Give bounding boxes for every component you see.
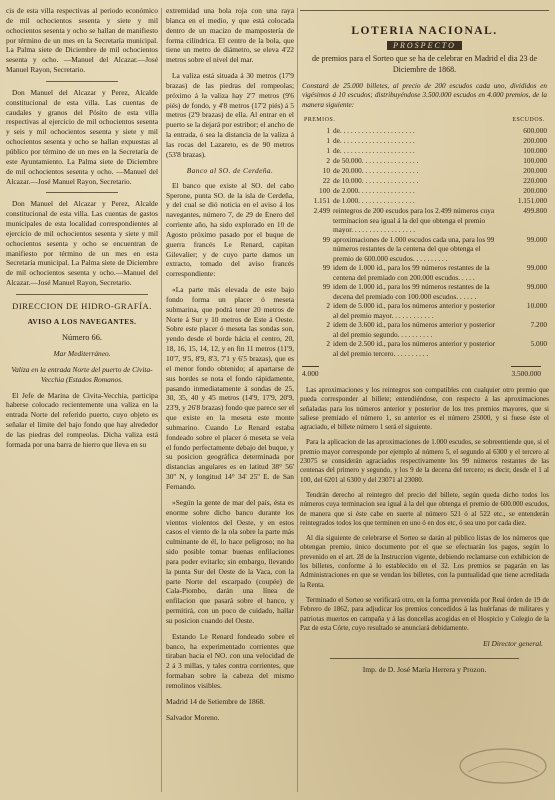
stamp-seal-icon xyxy=(458,746,548,786)
notice-fragment: cis de esta villa respectivas al periodo económico de mil ochocientos sesenta y siete y mil ochocientos sesenta y ocho se hallan de manifiesto por término de un mes en la Secretaría municipal. La Palma siete de Diciembre de mil ochocientos sesenta y ocho. —Manuel del Alcazar.—José Manuel Rayon, Secretario. xyxy=(6,6,158,75)
prize-value: 100.000 xyxy=(523,145,547,155)
prize-count: 2 xyxy=(326,155,330,165)
prize-count: 2 xyxy=(326,320,330,330)
prize-value: 220.000 xyxy=(523,176,547,186)
prize-description: de 50.000. . . . . . . . . . . . . . . . xyxy=(333,155,419,165)
notice-pósito-accounts: Don Manuel del Alcazar y Perez, Alcalde constitucional de esta villa. Las cuentas de caudales y granos del Pósito de esta villa respectivas al ejercicio de mil ochocientos sesenta y seis y mil ochocientos sesenta y siete y mil ochocientos sesenta y ocho se hallan expuestas al público por término de un mes en la Secretaría de este Ayuntamiento. La Palma siete de Diciembre de mil ochocientos sesenta y ocho. —Manuel del Alcazar.—José Manuel Rayon, Secretario. xyxy=(6,87,158,186)
prize-row xyxy=(302,126,547,136)
prize-row xyxy=(302,166,547,176)
prize-description: de. . . . . . . . . . . . . . . . . . . . . xyxy=(333,125,415,135)
prize-row xyxy=(302,301,547,320)
lottery-title: LOTERIA NACIONAL. xyxy=(351,25,498,37)
prize-count: 22 xyxy=(322,176,330,186)
prize-count: 1 xyxy=(326,125,330,135)
prize-description: de. . . . . . . . . . . . . . . . . . . . . xyxy=(333,145,415,155)
prize-value: 99.000 xyxy=(526,234,547,244)
navigators-notice-heading: AVISO A LOS NAVEGANTES. xyxy=(27,316,137,326)
bank-intro: El banco que existe al SO. del cabo Sperone, punta SO. de la isla de Cerdeña, y del cual se dió noticia en el aviso á los navegantes, número 7, de 29 de Enero del corriente año, ha sido explorado en 10 de Agosto próximo pasado por el buque de guerra francés Le Renard, capitan Gilevalier; y de cuyo parte damos un extracto, tomado del aviso francés correspondiente: xyxy=(166,180,294,279)
director-signature: El Director general. xyxy=(483,639,543,649)
bank-soundings: «La parte más elevada de este bajo fondo forma un placer ó meseta submarina, que podrá tener 20 metros de Norte á Sur y 10 metros de Este á Oeste. Sobre este placer ó meseta las sondas son, yendo desde el borde hácia el centro, 20, 18, 16, 15, 14, 12, y en fin 11 metros (11'9, 10'7, 9'5, 8'9, 8'3, 7'1 y 6'5 brazas), que es el menor fondo obtenido; al apartarse de sus bordes se nota el fondo rápidamente, pasando inmediatamente á sondas de 25, 30, 35, 40 y 45 metros (14'9, 17'9, 20'9, 23'9, y 26'8 brazas) fondo que parece ser el que existe en la meseta este monte submarino. Cuando Le Renard estaba fondeado sobre el placer ó meseta se veía el fondo perfectamente debajo del buque, y su posicion geográfica determinada por distancias angulares es en latitud 38° 56' 30'' N, y longitud 14° 34' 25'' E. de San Fernando. xyxy=(166,285,294,491)
lottery-rule-orphans: Terminado el Sorteo se verificará otro, en la forma prevenida por Real órden de 19 de Febrero de 1862, para adjudicar los premios concedidos á las huérfanas de militares y patriotas muertos en campaña y á las doncellas acogidas en el Hospicio y Colegio de la Paz de esta Córte, cuyo resultado se anunciará debidamente. xyxy=(300,595,549,632)
prize-row xyxy=(302,186,547,196)
lottery-rule-compat: Las aproximaciones y los reintegros son compatibles con cualquier otro premio que pueda corresponder al billete; entendiéndose, con respecto á las aproximaciones señaladas para los números anterior y posterior de los tres premios mayores, que si saliese premiado el número 1, su anterior es el número 25000, y si fuese éste el agraciado, el billete número 1 será el siguiente. xyxy=(300,386,549,432)
prize-value: 100.000 xyxy=(523,155,547,165)
lottery-rule-payment: Al dia siguiente de celebrarse el Sorteo se darán al público listas de los números que obtengan premio, único documento por el que se efectuarán los pagos, según lo prevenido en el art. 28 de la Instruccion vigente, debiendo reclamarse con exhibicion de los billetes, conforme á lo establecido en el 32. Los premios se pagarán en las Administraciones en que se vendan los billetes, con la puntualidad que tiene acreditada la Renta. xyxy=(300,534,549,589)
prize-description: idem de 3.600 id., para los números anterior y posterior al del premio segundo. . . . . . . . . . xyxy=(333,320,496,339)
divider xyxy=(46,192,118,193)
prize-row xyxy=(302,282,547,301)
column-rule-right xyxy=(297,8,298,792)
prize-value: 200.000 xyxy=(523,135,547,145)
buoy-subheading: Valiza en la entrada Norte del puerto de Civita-Vecchia (Estados Romanos. xyxy=(11,364,153,384)
prize-value: 10.000 xyxy=(526,301,547,311)
buoy-position: La valiza está situada á 30 metros (17'9 brazas) de las piedras del rompeolas; próximo á la valiza hay 2'7 metros (9'6 piés) de fondo, y 4'8 metros (17'2 piés) á 5 metros (2'9 brazas) de ella. Al entrar en el puerto se la dejará por estribor; el ancho de la entrada, ó sea la distancia de la valiza á las rocas del Lazareto, es de 90 metros (53'8 brazas). xyxy=(166,71,294,159)
notice-municipal-accounts: Don Manuel del Alcazar y Perez, Alcalde constitucional de esta villa. Las cuentas de gastos municipales de esta localidad correspondientes al ejercicio de mil ochocientos sesenta y siete y mil ochocientos sesenta y ocho se encuentran de manifiesto por término de un mes en esta Secretaría municipal. La Palma siete de Diciembre de mil ochocientos sesenta y ocho.—Manuel del Alcazar.—José Manuel Rayon, Secretario. xyxy=(6,199,158,288)
notice-signatory: Salvador Moreno. xyxy=(166,712,220,722)
prize-row xyxy=(302,136,547,146)
prize-total-value: 3.500.000 xyxy=(511,366,541,378)
notice-date: Madrid 14 de Setiembre de 1868. xyxy=(166,696,265,706)
prize-count: 99 xyxy=(322,234,330,244)
prize-row xyxy=(302,235,547,263)
prize-description: idem de 2.500 id., para los números anterior y posterior al del premio tercero. . . . . . . . . . xyxy=(333,339,496,358)
prize-description: de 2.000. . . . . . . . . . . . . . . . xyxy=(333,186,415,196)
prize-row xyxy=(302,320,547,339)
printer-imprint: Imp. de D. José María Herrera y Prozon. xyxy=(362,665,487,675)
prize-row xyxy=(302,156,547,166)
prize-value: 499.800 xyxy=(523,206,547,216)
prize-description: aproximaciones de 1.000 escudos cada una, para los 99 números restantes de la centena del que obtenga el premio de 600.000 escudos. . . . . . . . . . xyxy=(333,234,495,263)
bank-dangers: »Según la gente de mar del país, ésta es enorme sobre dicho banco durante los vientos violentos del Oeste, y en estos casos el viento de la ola sobre la parte más culminante de él, lo hace peligroso; no ha sido posible tomar buenas enfilaciones para poder evitarlo; sin embargo, llevando la punta Sur del Oeste de la Vaca, con la parte Norte del escarpado (coupée) de Cala-Piombo, darán una línea de enfilacion que pasará sobre el banco, y permitirá, con un poco de cuidado, hallar su posicion cuando del Oeste. xyxy=(166,497,294,625)
prize-description: idem de 1.000 id., para los 99 números restantes de la centena del premiado con 200.000 escudos. . . . . xyxy=(333,263,490,282)
column-right xyxy=(300,6,549,794)
prize-total-count: 4.000 xyxy=(302,366,319,378)
prize-count: 99 xyxy=(322,282,330,292)
prize-row xyxy=(302,339,547,358)
prize-value: 200.000 xyxy=(523,186,547,196)
prize-value: 600.000 xyxy=(523,125,547,135)
escudos-column-header: ESCUDOS. xyxy=(512,116,545,123)
lottery-subtitle: de premios para el Sorteo que se ha de celebrar en Madrid el dia 23 de Diciembre de 1868. xyxy=(311,54,538,74)
prize-description: de. . . . . . . . . . . . . . . . . . . . . xyxy=(333,135,415,145)
column-left xyxy=(6,6,158,794)
prize-count: 1.151 xyxy=(313,196,330,206)
hydrography-heading: DIRECCION DE HIDRO-GRAFÍA. xyxy=(12,300,152,311)
column-rule-left xyxy=(161,8,162,792)
prize-row xyxy=(302,263,547,282)
prize-description: de 1.000. . . . . . . . . . . . . . . . xyxy=(333,196,415,206)
divider xyxy=(16,294,148,295)
buoy-description: extremidad una bola roja con una raya blanca en el medio, y que está colocada dentro de un macizo de mampostería de forma cilíndrica. El centro de la bola, que tiene un metro de diámetro, se eleva 4'22 metros sobre el nivel del mar. xyxy=(166,6,294,65)
prize-count: 10 xyxy=(322,166,330,175)
divider xyxy=(330,658,519,659)
divider xyxy=(46,81,118,82)
prize-description: idem de 5.000 id., para los números anterior y posterior al del premio mayor. . . . . . . . . . . . xyxy=(333,301,496,320)
prize-value: 1.151.000 xyxy=(517,196,547,206)
prize-description: de 10.000. . . . . . . . . . . . . . . . xyxy=(333,176,419,186)
bank-heading: Banco al SO. de Cerdeña. xyxy=(186,165,274,175)
prize-value: 5.000 xyxy=(530,339,547,349)
bank-currents: Estando Le Renard fondeado sobre el banco, ha experimentado corrientes que tiraban hacia el NO. con una velocidad de 2 á 3 millas, y tales contra corrientes, que formaban sobre la cabeza del mismo remolinos visibles. xyxy=(166,631,294,690)
prize-count: 99 xyxy=(322,263,330,273)
prize-count: 1 xyxy=(326,135,330,145)
notice-number: Número 66. xyxy=(61,332,102,342)
prize-count: 100 xyxy=(319,186,330,196)
lottery-conditions: Constará de 25.000 billetes, al precio de 200 escudos cada uno, divididos en vigésimos á 10 escudos; distribuyéndose 3.500.000 escudos en 4.000 premios, de la manera siguiente: xyxy=(302,81,547,110)
prize-total-row xyxy=(302,366,541,378)
prize-description: reintegros de 200 escudos para los 2.499 números cuya terminacion sea igual á la del que obtenga el premio mayor. . . . . . . . . . . . . . . . . . xyxy=(333,206,495,235)
prize-row xyxy=(302,176,547,186)
library-stamp-image xyxy=(457,746,549,790)
prospectus-label: PROSPECTO xyxy=(300,41,549,50)
lottery-rule-approx: Para la aplicacion de las aproximaciones de 1.000 escudos, se sobreentiende que, si el premio mayor corresponde por ejemplo al número 5, el segundo al 6300 y el tercero al 23075 se considerán agraciados respectivamente los 99 números restantes de las centenas del primero y segundo, y los 9 de la decena del tercero; es decir, desde el 1 al 100, del 6201 al 6300 y del 23071 al 23080. xyxy=(300,438,549,484)
prize-description: de 20.000. . . . . . . . . . . . . . . . xyxy=(333,166,419,175)
prize-value: 99.000 xyxy=(526,263,547,273)
prize-table-header xyxy=(304,117,545,123)
prize-value: 7.200 xyxy=(530,320,547,330)
prize-count: 2.499 xyxy=(313,206,330,216)
column-middle xyxy=(166,6,294,794)
prizes-column-header: PREMIOS. xyxy=(304,116,336,123)
prize-value: 99.000 xyxy=(526,282,547,292)
prize-description: idem de 1.000 id., para los 99 números restantes de la decena del premiado con 100.000 escudos. . . . . . xyxy=(333,282,490,301)
prize-row xyxy=(302,196,547,206)
prize-row xyxy=(302,146,547,156)
prize-table xyxy=(300,126,549,358)
prize-count: 1 xyxy=(326,145,330,155)
prize-count: 2 xyxy=(326,339,330,349)
sea-name: Mar Mediterráneo. xyxy=(53,349,111,359)
prize-count: 2 xyxy=(326,301,330,311)
prize-value: 200.000 xyxy=(523,166,547,175)
prize-row xyxy=(302,206,547,234)
buoy-notice-body: El Jefe de Marina de Civita-Vecchia, participa haberse colocado recientemente una valiza en la entrada Norte del referido puerto, cuyo objeto es señalar el límite del bajo fondo que hay alrededor de las piedras del rompeolas. Dicha valiza está formada por una barra de hierro que lleva en su xyxy=(6,390,158,449)
divider xyxy=(300,10,549,11)
lottery-rule-refund: Tendrán derecho al reintegro del precio del billete, según queda dicho todos los números cuya terminacion sea igual á la del que obtenga el premio de 600.000 escudos, de manera que si éste cabe en suerte al número 521 ó al 522 etc., se entenderán reintegrados todos los que terminen en uno ó en dos etc, ó sea uno por cada diez. xyxy=(300,490,549,527)
